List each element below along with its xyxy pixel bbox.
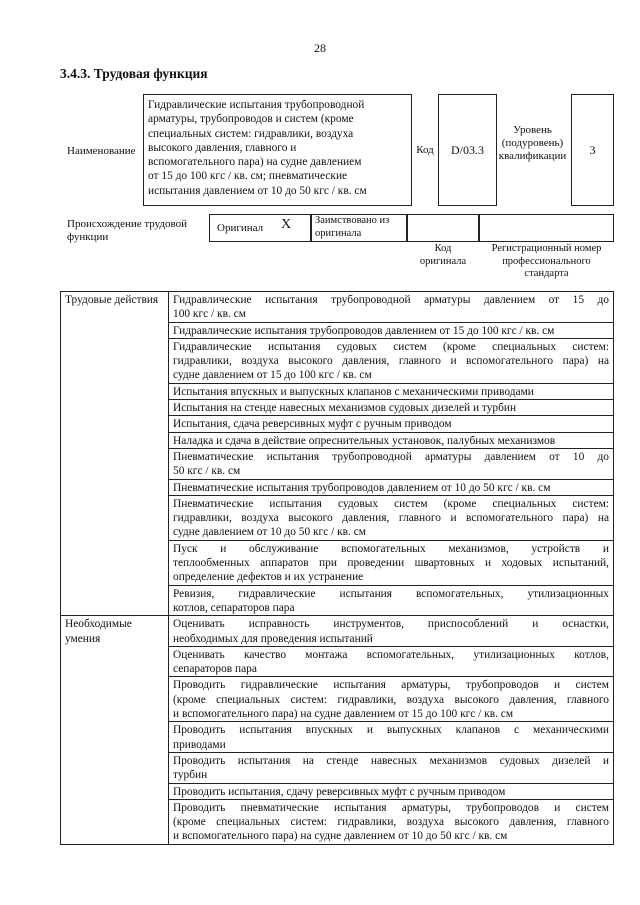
original-code-caption-line: Код xyxy=(434,243,452,254)
item-cell xyxy=(169,677,614,722)
qualification-level-label xyxy=(497,124,568,163)
function-name-line: высокого давления, главного и xyxy=(148,141,297,154)
code-label: Код xyxy=(416,143,434,156)
function-name-line: вспомогательного пара) на судне давлением xyxy=(148,156,362,169)
item-line: турбин xyxy=(173,769,208,782)
item-cell xyxy=(169,479,614,495)
item-line: 50 кгс / кв. см xyxy=(173,465,241,478)
item-line: судне давлением от 15 до 100 кгс / кв. см xyxy=(173,369,372,382)
item-cell xyxy=(169,585,614,616)
function-name-line: испытания давлением от 10 до 50 кгс / кв. см xyxy=(148,184,367,197)
item-line: Проводить испытания на стенде навесных механизмов судовых дизелей и xyxy=(173,754,609,767)
borrowed-label xyxy=(315,215,407,240)
item-line: определение дефектов и их устранение xyxy=(173,571,364,584)
item-line: Пневматические испытания судовых систем (кроме специальных систем: xyxy=(173,497,609,510)
item-line: 100 кгс / кв. см xyxy=(173,308,246,321)
page-number: 28 xyxy=(314,41,326,55)
registration-number-caption-line: профессионального xyxy=(502,255,591,267)
section-title: 3.4.3. Трудовая функция xyxy=(60,66,208,81)
original-code-caption-line: оригинала xyxy=(419,255,467,267)
item-cell xyxy=(169,338,614,383)
item-line: Пуск и обслуживание вспомогательных механизмов, устройств и xyxy=(173,542,609,555)
item-cell xyxy=(169,292,614,323)
item-line: котлов, сепараторов пара xyxy=(173,601,295,614)
borrowed-label-line: оригинала xyxy=(315,227,362,239)
item-cell xyxy=(169,400,614,416)
registration-number-caption-line: Регистрационный номер xyxy=(491,243,602,254)
item-cell xyxy=(169,322,614,338)
item-line: Гидравлические испытания трубопроводов давлением от 15 до 100 кгс / кв. см xyxy=(173,324,555,337)
item-cell xyxy=(169,448,614,479)
item-cell xyxy=(169,495,614,540)
qualification-level-line: квалификации xyxy=(498,150,567,162)
item-line: гидравлики, воздуха высокого давления, главного и вспомогательного пара) на xyxy=(173,355,609,368)
function-name-box xyxy=(143,94,412,206)
item-line: Испытания, сдача реверсивных муфт с ручным приводом xyxy=(173,418,452,431)
item-line: Проводить испытания впускных и выпускных клапанов с механическими xyxy=(173,724,609,737)
item-line: Испытания впускных и выпускных клапанов с механическими приводами xyxy=(173,385,534,398)
item-line: Проводить пневматические испытания арматуры, трубопроводов и систем xyxy=(173,801,609,814)
item-line: теплообменных аппаратов при проведении швартовных и ходовых испытаний, xyxy=(173,557,609,570)
function-name-line: Гидравлические испытания трубопроводной xyxy=(148,99,365,111)
qualification-level-line: Уровень xyxy=(513,124,552,136)
qualification-level-value: 3 xyxy=(571,94,614,206)
origin-label xyxy=(67,218,197,244)
item-line: (кроме специальных систем: гидравлики, воздуха высокого давления, главного xyxy=(173,693,609,706)
item-line: и вспомогательного пара) на судне давлением от 15 до 100 кгс / кв. см xyxy=(173,708,514,721)
item-line: сепараторов пара xyxy=(173,663,257,676)
item-line: Гидравлические испытания судовых систем (кроме специальных систем: xyxy=(173,340,609,353)
item-cell xyxy=(169,540,614,585)
function-name-line: арматуры, трубопроводов и систем (кроме xyxy=(148,113,354,126)
item-line: и вспомогательного пара) на судне давлением от 10 до 50 кгс / кв. см xyxy=(173,830,508,843)
item-line: Оценивать исправность инструментов, приспособлений и оснастки, xyxy=(173,618,609,631)
item-cell xyxy=(169,722,614,753)
code-value: D/03.3 xyxy=(438,94,497,206)
original-code-caption xyxy=(407,243,479,268)
original-code-cell xyxy=(407,214,479,242)
labor-actions-table xyxy=(60,291,614,845)
qualification-level-line: (подуровень) xyxy=(501,137,564,149)
table-row xyxy=(61,616,614,647)
item-line: Оценивать качество монтажа вспомогательных, утилизационных котлов, xyxy=(173,648,609,661)
origin-label-line: функции xyxy=(67,231,109,243)
item-line: Проводить гидравлические испытания арматуры, трубопроводов и систем xyxy=(173,679,609,692)
original-label: Оригинал xyxy=(217,222,264,234)
item-cell xyxy=(169,383,614,399)
item-cell xyxy=(169,799,614,844)
registration-number-cell xyxy=(479,214,614,242)
item-cell xyxy=(169,783,614,799)
original-mark: X xyxy=(281,217,292,232)
item-cell xyxy=(169,616,614,647)
function-name-line: от 15 до 100 кгс / кв. см; пневматические xyxy=(148,170,348,183)
item-line: Ревизия, гидравлические испытания вспомогательных, утилизационных xyxy=(173,587,609,600)
item-line: судне давлением от 10 до 50 кгс / кв. см xyxy=(173,526,366,539)
item-line: Наладка и сдача в действие опреснительных установок, палубных механизмов xyxy=(173,434,556,447)
item-line: (кроме специальных систем: гидравлики, воздуха высокого давления, главного xyxy=(173,816,609,829)
item-cell xyxy=(169,646,614,677)
category-cell: Необходимые умения xyxy=(61,616,169,844)
item-line: необходимых для проведения испытаний xyxy=(173,632,373,645)
naimenovanie-label: Наименование xyxy=(67,145,136,157)
item-line: Гидравлические испытания трубопроводной арматуры давлением от 15 до xyxy=(173,294,609,306)
item-line: Пневматические испытания трубопроводов давлением от 10 до 50 кгс / кв. см xyxy=(173,481,551,494)
item-line: приводами xyxy=(173,738,226,751)
item-cell xyxy=(169,432,614,448)
table-row xyxy=(61,292,614,323)
origin-label-line: Происхождение трудовой xyxy=(67,218,188,230)
item-line: Проводить испытания, сдачу реверсивных муфт с ручным приводом xyxy=(173,785,506,798)
item-line: Пневматические испытания трубопроводной арматуры давлением от 10 до xyxy=(173,450,609,463)
item-line: гидравлики, воздуха высокого давления, главного и вспомогательного пара) на xyxy=(173,512,609,525)
registration-number-caption-line: стандарта xyxy=(524,268,569,279)
borrowed-label-line: Заимствовано из xyxy=(315,215,390,226)
item-cell xyxy=(169,752,614,783)
function-name-line: специальных систем: гидравлики, воздуха xyxy=(148,127,354,140)
category-cell: Трудовые действия xyxy=(61,292,169,616)
item-cell xyxy=(169,416,614,432)
item-line: Испытания на стенде навесных механизмов судовых дизелей и турбин xyxy=(173,402,517,415)
registration-number-caption xyxy=(479,243,614,281)
